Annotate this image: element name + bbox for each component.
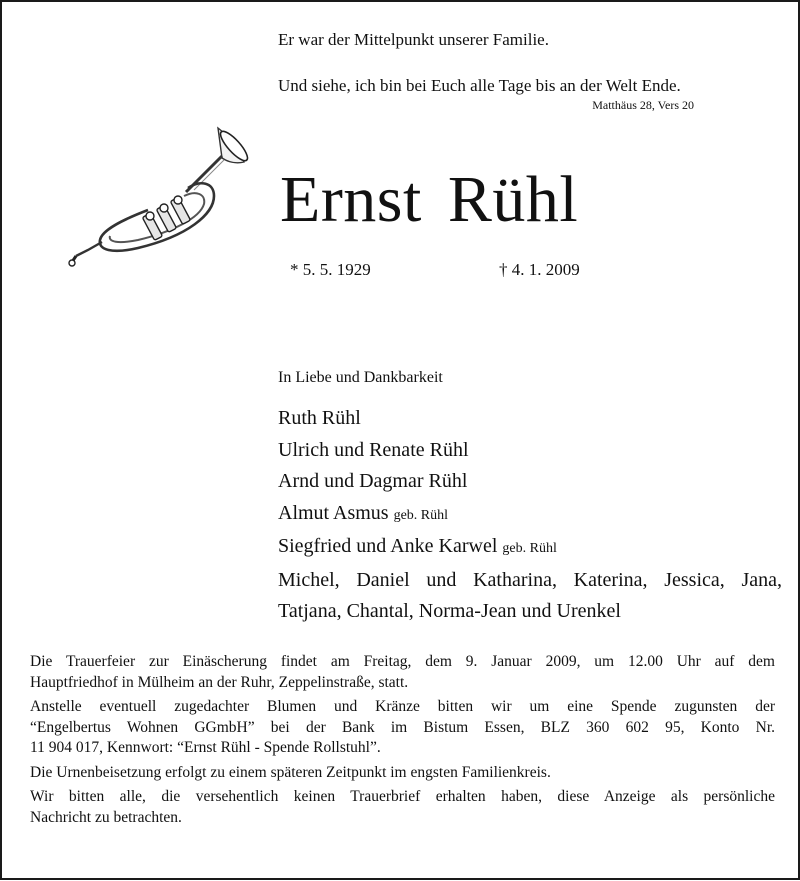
request-info-line-1: Wir bitten alle, die versehentlich keinen Trauerbrief erhalten haben, diese Anzeige als persönliche	[30, 788, 775, 805]
quote-line-1: Er war der Mittelpunkt unserer Familie.	[278, 30, 549, 49]
mourner-line	[278, 498, 782, 532]
mourner-note: geb. Rühl	[502, 541, 557, 556]
donation-info-line-1: Anstelle eventuell zugedachter Blumen und Kränze bitten wir um eine Spende zugunsten der	[30, 698, 775, 715]
quote-line-2: Und siehe, ich bin bei Euch alle Tage bis an der Welt Ende.	[278, 76, 681, 95]
mourner-note: geb. Rühl	[393, 507, 449, 523]
funeral-info-line-2: Hauptfriedhof in Mülheim an der Ruhr, Zeppelinstraße, statt.	[30, 673, 409, 691]
mourner-line	[278, 435, 782, 467]
grandchildren-line-1: Michel, Daniel und Katharina, Katerina, Jessica, Jana,	[278, 568, 782, 591]
grandchildren-line-2: Tatjana, Chantal, Norma-Jean und Urenkel	[278, 600, 621, 622]
donation-info-line-2: “Engelbertus Wohnen GGmbH” bei der Bank im Bistum Essen, BLZ 360 602 95, Konto Nr.	[30, 718, 775, 736]
mourner-line	[278, 466, 782, 498]
mourner-name: Siegfried und Anke Karwel	[278, 535, 498, 557]
deceased-first-name: Ernst	[280, 163, 422, 236]
mourners-list	[278, 403, 782, 628]
mourners-intro: In Liebe und Dankbarkeit	[278, 369, 443, 386]
quote-source: Matthäus 28, Vers 20	[592, 98, 694, 112]
deceased-last-name: Rühl	[447, 163, 579, 236]
trumpet-icon	[68, 124, 252, 276]
mourner-name: Arnd und Dagmar Rühl	[278, 470, 468, 492]
mourner-line	[278, 531, 782, 565]
mourner-name: Ulrich und Renate Rühl	[278, 438, 469, 461]
urn-burial-info: Die Urnenbeisetzung erfolgt zu einem späteren Zeitpunkt im engsten Familienkreis.	[30, 763, 551, 781]
deceased-name	[280, 162, 578, 238]
mourner-line	[278, 403, 782, 435]
mourner-name: Almut Asmus	[278, 501, 389, 524]
donation-info-line-3: 11 904 017, Kennwort: “Ernst Rühl - Spende Rollstuhl”.	[30, 739, 381, 756]
notice-text	[30, 652, 775, 832]
funeral-info-line-1: Die Trauerfeier zur Einäscherung findet am Freitag, dem 9. Januar 2009, um 12.00 Uhr auf dem	[30, 653, 775, 670]
request-info-line-2: Nachricht zu betrachten.	[30, 808, 182, 826]
death-date: † 4. 1. 2009	[499, 260, 580, 279]
mourner-name: Ruth Rühl	[278, 407, 361, 429]
birth-date: * 5. 5. 1929	[290, 260, 371, 279]
